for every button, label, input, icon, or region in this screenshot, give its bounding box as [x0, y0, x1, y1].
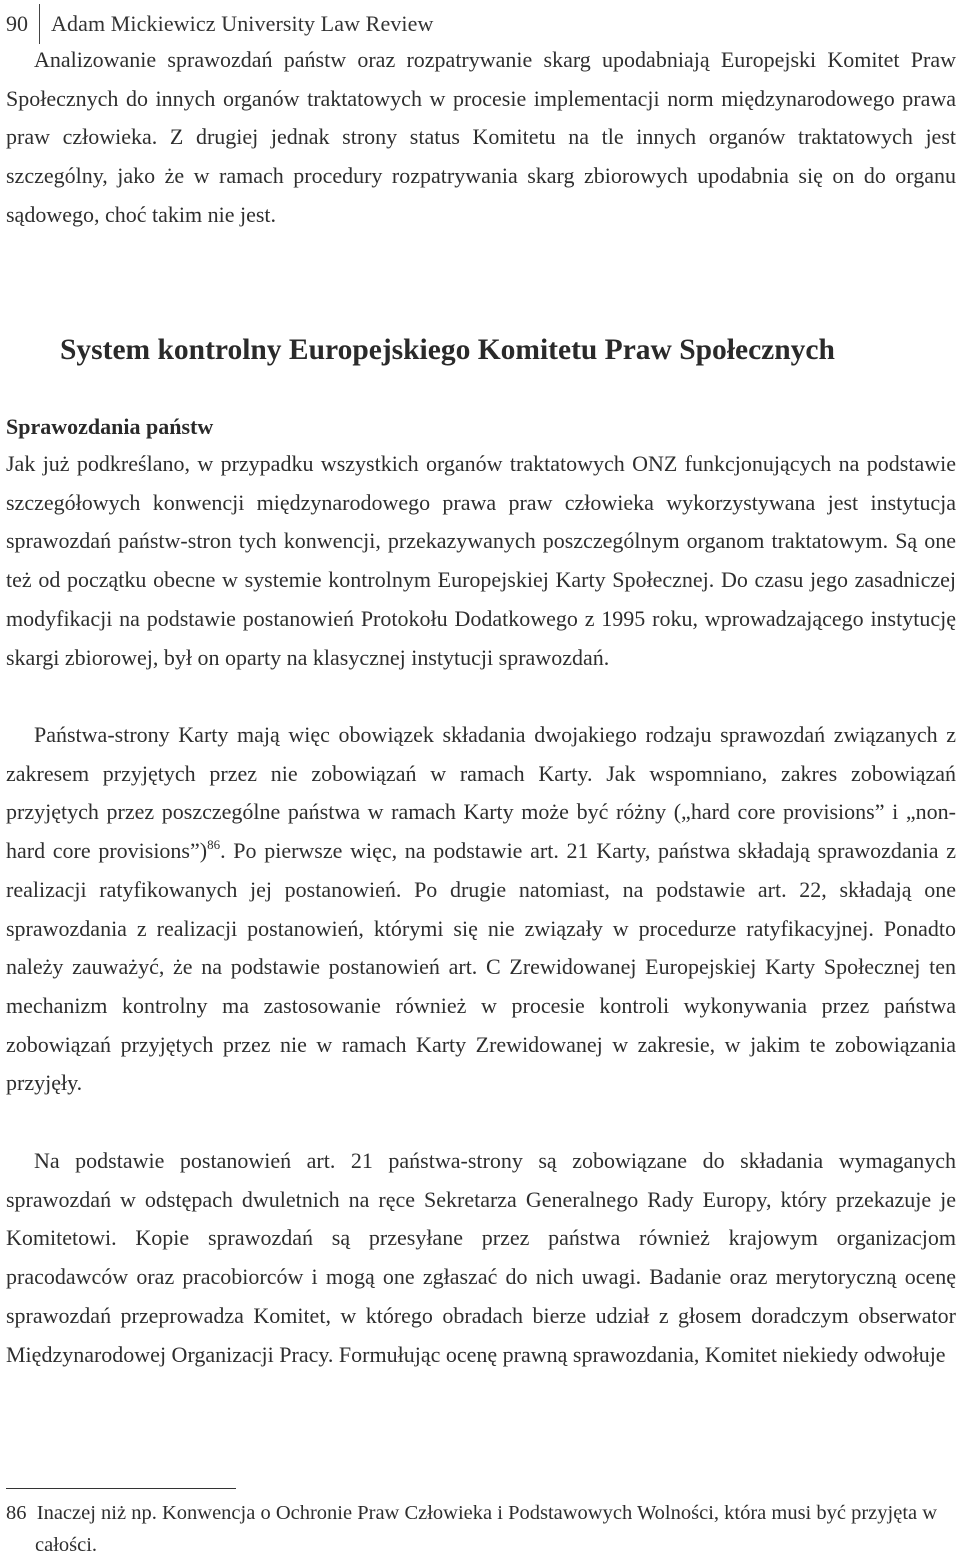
paragraph-2: Jak już podkreślano, w przypadku wszystkich organów traktatowych ONZ funkcjonujących na podstawie szczegółowych konwencji międzynarodowego prawa praw człowieka wykorzystywana jest instytucja sprawozdań państw-stron tych konwencji, przekazywanych poszczególnym organom traktatowym. Są one też od początku obecne w systemie kontrolnym Europejskiej Karty Społecznej. Do czasu jego zasadniczej modyfikacji na podstawie postanowień Protokołu Dodatkowego z 1995 roku, wprowadzającego instytucję skargi zbiorowej, był on oparty na klasycznej instytucji sprawozdań.	[6, 451, 956, 670]
footnote	[6, 1498, 956, 1561]
page-number: 90	[6, 4, 40, 44]
journal-title: Adam Mickiewicz University Law Review	[51, 11, 434, 36]
running-header	[6, 4, 433, 44]
footnote-text: Inaczej niż np. Konwencja o Ochronie Praw Człowieka i Podstawowych Wolności, która musi być przyjęta w całości.	[35, 1502, 938, 1556]
paragraph-3-text-after: . Po pierwsze więc, na podstawie art. 21 Karty, państwa składają sprawozdania z realizacji ratyfikowanych jej postanowień. Po drugie natomiast, na podstawie art. 22, składają one sprawozdania z realizacji postanowień, którymi się nie związały w procedurze ratyfikacyjnej. Ponadto należy zauważyć, że na podstawie postanowień art. C Zrewidowanej Europejskiej Karty Społecznej ten mechanizm kontrolny ma zastosowanie również w procesie kontroli wykonywania przez państwa zobowiązań przyjętych przez nie w ramach Karty Zrewidowanej w zakresie, w jakim te zobowiązania przyjęły.	[6, 838, 956, 1096]
paragraph-1: Analizowanie sprawozdań państw oraz rozpatrywanie skarg upodabniają Europejski Komitet Praw Społecznych do innych organów traktatowych w procesie implementacji norm międzynarodowego prawa praw człowieka. Z drugiej jednak strony status Komitetu na tle innych organów traktatowych jest szczególny, jako że w ramach procedury rozpatrywania skarg zbiorowych upodabnia się on do organu sądowego, choć takim nie jest.	[6, 47, 956, 227]
paragraph-3-text-before: Państwa-strony Karty mają więc obowiązek składania dwojakiego rodzaju sprawozdań związanych z zakresem przyjętych przez nie zobowiązań w ramach Karty. Jak wspomniano, zakres zobowiązań przyjętych przez poszczególne państwa w ramach Karty może być różny („hard core provisions” i „non-hard core provisions”)	[6, 722, 956, 864]
footnote-number: 86	[6, 1502, 27, 1524]
section-heading: System kontrolny Europejskiego Komitetu Praw Społecznych	[60, 334, 835, 366]
footnote-reference: 86	[207, 837, 221, 853]
paragraph-3	[6, 716, 956, 1103]
subheading: Sprawozdania państw	[6, 414, 214, 439]
paragraph-4: Na podstawie postanowień art. 21 państwa-strony są zobowiązane do składania wymaganych sprawozdań w odstępach dwuletnich na ręce Sekretarza Generalnego Rady Europy, który przekazuje je Komitetowi. Kopie sprawozdań są przesyłane przez państwa również krajowym organizacjom pracodawców oraz pracobiorców i mogą one zgłaszać do nich uwagi. Badanie oraz merytoryczną ocenę sprawozdań przeprowadza Komitet, w którego obradach bierze udział z głosem doradczym obserwator Międzynarodowej Organizacji Pracy. Formułując ocenę prawną sprawozdania, Komitet niekiedy odwołuje	[6, 1148, 956, 1367]
footnote-divider	[6, 1488, 236, 1489]
